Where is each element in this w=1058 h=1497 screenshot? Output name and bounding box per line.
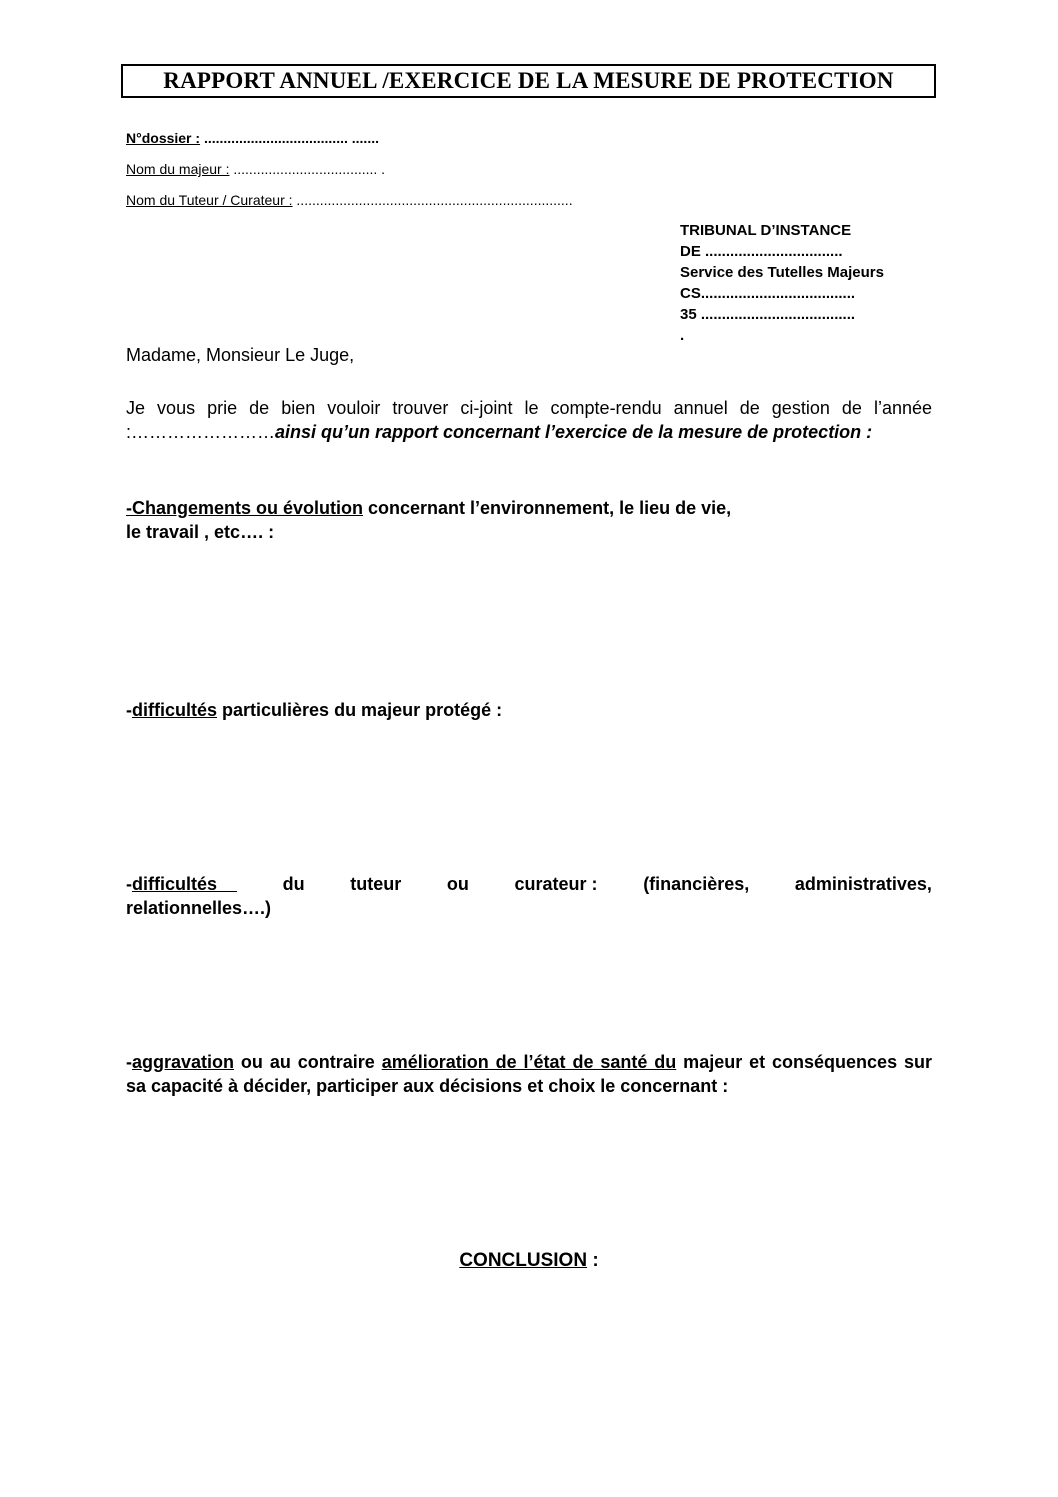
difficultes-tuteur-line2: relationnelles….) xyxy=(126,898,272,918)
dossier-dots: ..................................... ....... xyxy=(200,130,379,146)
difficultes-tuteur-word-1: du xyxy=(282,874,305,894)
changements-text: concernant l’environnement, le lieu de vie, xyxy=(363,498,732,518)
majeur-field xyxy=(126,161,385,177)
aggravation-heading: aggravation xyxy=(132,1052,235,1072)
tribunal-line-5: 35 ..................................... xyxy=(680,306,856,323)
tribunal-address xyxy=(680,220,884,346)
dossier-label: N°dossier : xyxy=(126,130,201,146)
changements-line2: le travail , etc…. : xyxy=(126,522,275,542)
section-difficultes-majeur xyxy=(126,698,932,722)
report-title: RAPPORT ANNUEL /EXERCICE DE LA MESURE DE PROTECTION xyxy=(121,64,936,98)
conclusion-suffix: : xyxy=(587,1250,599,1271)
salutation: Madame, Monsieur Le Juge, xyxy=(126,345,355,365)
intro-paragraph xyxy=(126,396,932,444)
intro-emphasis: ainsi qu’un rapport concernant l’exercice de la mesure de protection : xyxy=(275,422,873,442)
difficultes-tuteur-heading xyxy=(132,874,237,894)
difficultes-majeur-text: particulières du majeur protégé : xyxy=(217,700,503,720)
difficultes-majeur-heading: difficultés xyxy=(132,700,218,720)
tribunal-line-4: CS..................................... xyxy=(680,285,856,302)
tuteur-dots: ....................................................................... xyxy=(292,192,573,208)
majeur-dots: ..................................... . xyxy=(229,161,386,177)
difficultes-tuteur-word-5: (financières, xyxy=(643,874,750,894)
section-aggravation xyxy=(126,1050,932,1098)
aggravation-text: majeur et conséquences sur sa capacité à décider, participer aux décisions et choix le concernant : xyxy=(126,1052,932,1096)
tuteur-label: Nom du Tuteur / Curateur : xyxy=(126,192,293,208)
difficultes-tuteur-heading-text: difficultés xyxy=(132,874,218,894)
tribunal-line-2: DE ................................. xyxy=(680,243,843,260)
difficultes-tuteur-word-6: administratives, xyxy=(794,874,932,894)
majeur-label: Nom du majeur : xyxy=(126,161,230,177)
amelioration-heading: amélioration de l’état de santé du xyxy=(381,1052,677,1072)
difficultes-tuteur-word-3: ou xyxy=(446,874,469,894)
section-difficultes-tuteur xyxy=(126,872,932,920)
conclusion-heading xyxy=(0,1250,1058,1272)
tribunal-line-6: . xyxy=(680,327,685,344)
conclusion-label: CONCLUSION xyxy=(459,1250,588,1271)
difficultes-majeur-prefix: - xyxy=(126,700,132,720)
aggravation-middle: ou au contraire xyxy=(234,1052,382,1072)
difficultes-tuteur-word-2: tuteur xyxy=(350,874,402,894)
intro-text: Je vous prie de bien vouloir trouver ci-joint le compte-rendu annuel de gestion de l’année :…………………… xyxy=(126,398,932,442)
changements-heading: -Changements ou évolution xyxy=(126,498,364,518)
section-changements xyxy=(126,496,932,544)
difficultes-tuteur-heading-wrap xyxy=(126,872,237,896)
aggravation-prefix: - xyxy=(126,1052,132,1072)
difficultes-tuteur-prefix: - xyxy=(126,874,132,894)
dossier-field xyxy=(126,130,379,146)
tuteur-field xyxy=(126,192,573,208)
tribunal-line-3: Service des Tutelles Majeurs xyxy=(680,264,884,281)
tribunal-line-1: TRIBUNAL D’INSTANCE xyxy=(680,222,852,239)
difficultes-tuteur-word-4: curateur : xyxy=(514,874,598,894)
